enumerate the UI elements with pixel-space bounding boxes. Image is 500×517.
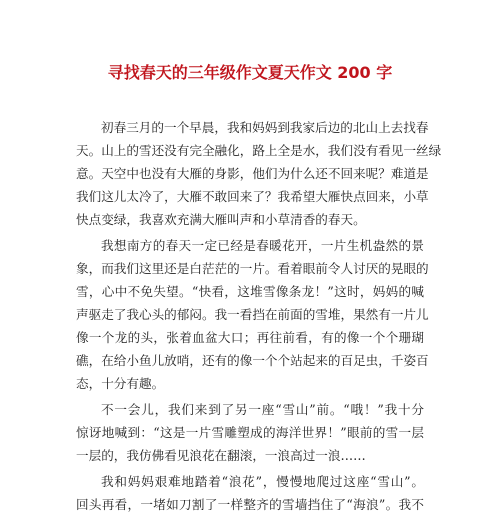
article-line: 声驱走了我心头的郁闷。我一看挡在前面的雪堆，果然有一片儿	[76, 307, 429, 322]
article-line: 一层的，我仿佛看见浪花在翻滚，一浪高过一浪……	[76, 448, 366, 463]
article-line: 像一个龙的头，张着血盆大口；再往前看，有的像一个个珊瑚	[76, 330, 424, 345]
article-line: 初春三月的一个早晨，我和妈妈到我家后边的北山上去找春	[101, 120, 429, 135]
article-line: 雪，心中不免失望。“快看，这堆雪像条龙！”这时，妈妈的喊	[76, 284, 424, 299]
article-line: 天。山上的雪还没有完全融化，路上全是水，我们没有看见一丝绿	[76, 143, 442, 158]
article-line: 我想南方的春天一定已经是春暖花开，一片生机盎然的景	[101, 238, 424, 253]
article-line: 我和妈妈艰难地踏着“浪花”，慢慢地爬过这座“雪山”。	[101, 474, 424, 489]
article-line: 意。天空中也没有大雁的身影，他们为什么还不回来呢？难道是	[76, 166, 429, 181]
article-line: 我们这儿太冷了，大雁不敢回来了？我希望大雁快点回来，小草	[76, 189, 429, 204]
article-line: 礁，在给小鱼儿放哨，还有的像一个个站起来的百足虫，千姿百	[76, 353, 429, 368]
article-line: 回头再看，一堵如刀割了一样整齐的雪墙挡住了“海浪”。我不	[76, 497, 424, 512]
article-title: 寻找春天的三年级作文夏天作文 200 字	[107, 63, 393, 82]
article-line: 态，十分有趣。	[76, 376, 165, 391]
article-line: 快点变绿，我喜欢充满大雁叫声和小草清香的春天。	[76, 212, 366, 227]
article-line: 惊讶地喊到：“这是一片雪雕塑成的海洋世界！”眼前的雪一层	[76, 425, 424, 440]
article-line: 不一会儿，我们来到了另一座“雪山”前。“哦！”我十分	[101, 402, 424, 417]
article-line: 象，而我们这里还是白茫茫的一片。看着眼前令人讨厌的晃眼的	[76, 261, 429, 276]
